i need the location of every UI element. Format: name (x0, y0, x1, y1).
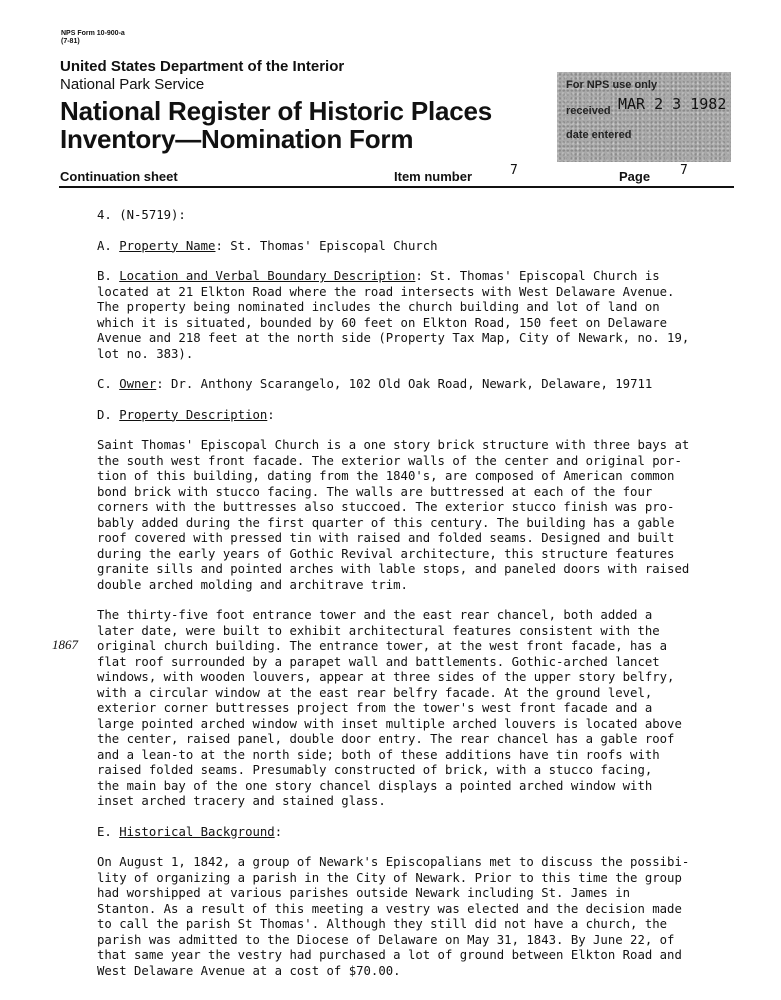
text-line: exterior corner buttresses project from the tower's west front facade and a (97, 701, 653, 715)
section-e-label: Historical Background (119, 824, 275, 839)
section-c-label: Owner (119, 377, 157, 391)
section-a-label: Property Name (119, 238, 216, 253)
continuation-sheet-label: Continuation sheet (60, 169, 178, 184)
department-name: United States Department of the Interior (60, 58, 345, 75)
service-name: National Park Service (60, 76, 205, 93)
text-line: the center, raised panel, double door entry. The rear chancel has a gable roof (97, 732, 675, 746)
text-line: the south west front facade. The exterior walls of the center and original por- (97, 453, 682, 468)
item-number-value: 7 (510, 163, 518, 178)
text-line: flat roof surrounded by a parapet wall and battlements. Gothic-arched lancet (97, 654, 660, 669)
section-c: C. Owner: Dr. Anthony Scarangelo, 102 Old Oak Road, Newark, Delaware, 19711 (97, 377, 653, 391)
text-line: later date, were built to exhibit architectural features consistent with the (97, 623, 660, 638)
form-code-line2: (7-81) (61, 38, 80, 45)
text-line: parish was admitted to the Diocese of Delaware on May 31, 1843. By June 22, of (97, 932, 675, 947)
text-line: The property being nominated includes the church building and lot of land on (97, 300, 660, 314)
section-a: A. Property Name: St. Thomas' Episcopal Church (97, 238, 438, 253)
text-line: Avenue and 218 feet at the north side (Property Tax Map, City of Newark, no. 19, (97, 331, 690, 345)
header-divider (59, 186, 734, 188)
stamp-received-label: received (566, 105, 611, 117)
text-line: that same year the vestry had purchased a lot of ground between Elkton Road and (97, 948, 682, 962)
section-b-label: Location and Verbal Boundary Description (119, 269, 416, 283)
text-line: West Delaware Avenue at a cost of $70.00. (97, 963, 401, 978)
stamp-entered-label: date entered (566, 129, 632, 141)
text-line: lity of organizing a parish in the City of Newark. Prior to this time the group (97, 870, 682, 885)
nps-use-stamp (557, 72, 731, 162)
text-line: had worshipped at various parishes outside Newark including St. James in (97, 886, 631, 900)
text-line: to call the parish St Thomas'. Although they still did not have a church, the (97, 917, 668, 931)
text-line: large pointed arched window with inset multiple arched louvers is located above (97, 716, 682, 731)
text-line: which it is situated, bounded by 60 feet on Elkton Road, 150 feet on Delaware (97, 315, 668, 330)
text-line: Stanton. As a result of this meeting a vestry was elected and the decision made (97, 901, 682, 916)
text-line: On August 1, 1842, a group of Newark's Episcopalians met to discuss the possibi- (97, 855, 690, 869)
text-line: raised folded seams. Presumably constructed of brick, with a stucco facing, (97, 763, 653, 777)
margin-handwritten-note: 1867 (52, 637, 78, 652)
text-line: during the early years of Gothic Revival architecture, this structure features (97, 546, 675, 561)
text-line: The thirty-five foot entrance tower and the east rear chancel, both added a (97, 608, 653, 622)
text-line: bably added during the first quarter of this century. The building has a gable (97, 515, 675, 530)
text-line: lot no. 383). (97, 346, 194, 361)
text-line: double arched molding and architrave trim. (97, 577, 408, 592)
text-line: roof covered with pressed tin with raised and folded seams. Designed and built (97, 531, 675, 545)
paragraph-1 (97, 438, 737, 593)
section-d: D. Property Description: (97, 407, 275, 422)
text-line: and a lean-to at the north side; both of these additions have tin roofs with (97, 747, 660, 762)
text-line: windows, with wooden louvers, appear at three sides of the upper story belfry, (97, 670, 675, 684)
text-line: Saint Thomas' Episcopal Church is a one story brick structure with three bays at (97, 438, 690, 452)
text-line: granite sills and pointed arches with lable stops, and paneled doors with raised (97, 562, 690, 576)
text-line: corners with the buttresses also stuccoed. The exterior stucco finish was pro- (97, 500, 675, 514)
section-e: E. Historical Background: (97, 824, 283, 839)
form-code-line1: NPS Form 10-900-a (61, 30, 125, 37)
form-title-line1: National Register of Historic Places (60, 96, 493, 126)
paragraph-3 (97, 855, 737, 979)
paragraph-2 (97, 608, 737, 810)
section-b: B. Location and Verbal Boundary Description: St. Thomas' Episcopal Church is located at 21 Elkton Road where the road intersects with West Delaware Avenue. The property being nominated includes the church building and lot of land on which it is situated, bounded by 60 feet on Elkton Road, 150 feet on Delaware Avenue and 218 feet at the north side (Property Tax Map, City of Newark, no. 19, lot no. 383). (97, 269, 737, 362)
text-line: located at 21 Elkton Road where the road intersects with West Delaware Avenue. (97, 284, 675, 299)
text-line: inset arched tracery and stained glass. (97, 794, 386, 808)
section-heading: 4. (N-5719): (97, 208, 186, 222)
text-line: the main bay of the one story chancel displays a pointed arched window with (97, 778, 653, 793)
text-line: bond brick with stucco facing. The walls are buttressed at each of the four (97, 484, 653, 499)
stamp-received-date: MAR 2 3 1982 (618, 95, 727, 113)
document-body (97, 208, 737, 994)
section-d-label: Property Description (119, 407, 268, 422)
page-label: Page (619, 169, 651, 184)
form-title-line2: Inventory—Nomination Form (60, 124, 414, 154)
item-number-label: Item number (394, 169, 473, 184)
stamp-header: For NPS use only (566, 79, 658, 91)
text-line: tion of this building, dating from the 1840's, are composed of American common (97, 469, 675, 483)
text-line: original church building. The entrance tower, at the west front facade, has a (97, 639, 668, 653)
text-line: with a circular window at the east rear belfry facade. At the ground level, (97, 685, 653, 700)
page-number-value: 7 (680, 163, 688, 178)
